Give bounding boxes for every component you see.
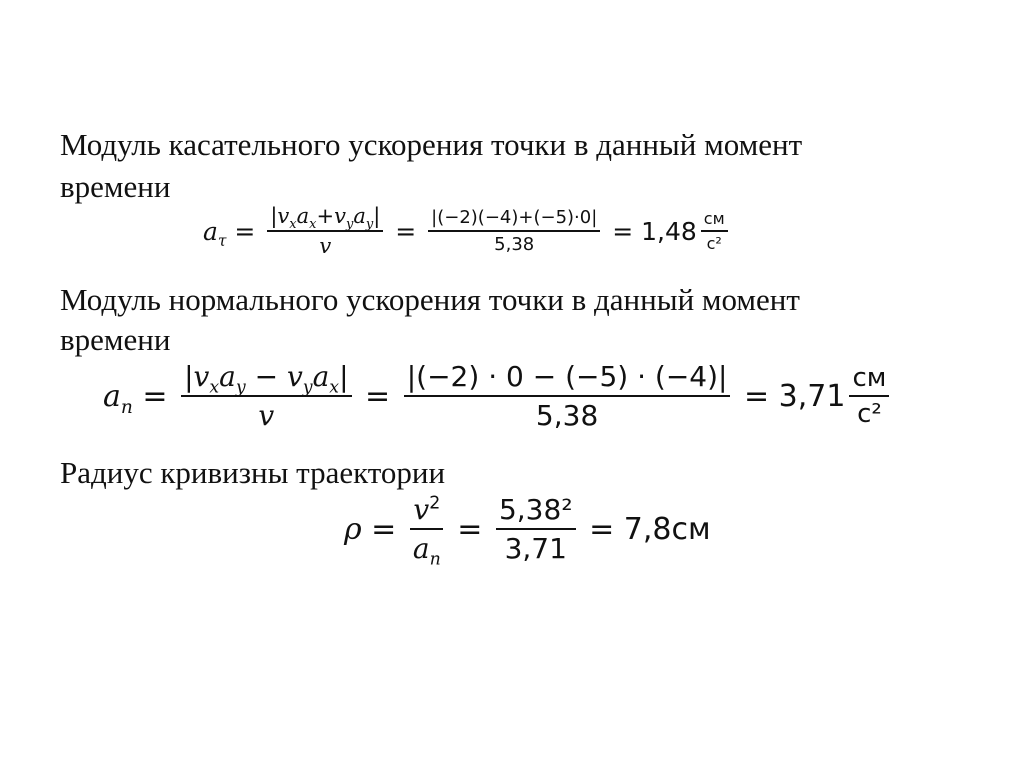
eq3-numerator: 5,38² [496, 493, 576, 530]
eq1-numerator: |(−2)(−4)+(−5)·0| [428, 207, 600, 232]
eq1-denominator: 5,38 [494, 234, 535, 255]
eq2-denominator: 5,38 [535, 399, 599, 432]
curvature-radius-equation: ρ = $\frac{v^2}{a_n}$ = $\frac{\text{5,38²}}{3,71}$ = 7,8см [344, 493, 711, 570]
eq2-symbolic-fraction: $\frac{|v_xa_y - v_ya_x|}{v}$ [181, 360, 351, 432]
eq3-denominator: 3,71 [504, 532, 567, 565]
eq2-unit: $\frac{см}{\text{с²}}$ [849, 363, 889, 429]
normal-heading-line2: времени [60, 322, 171, 357]
tangential-acceleration-equation: $a_\tau$ = $\frac{|v_xa_x+v_ya_y|}{v}$ = $\frac{|(-2)(-4)+(-5)\cdot 0|}{5,38}$ = 1,48 $\frac{см}{\text{с²}}$ [203, 204, 732, 258]
eq3-numeric-fraction [496, 493, 576, 565]
radius-heading: Радиус кривизны траектории [60, 455, 446, 490]
eq1-symbolic-fraction: $\frac{|v_xa_x+v_ya_y|}{v}$ [267, 204, 383, 258]
tangential-heading-line1: Модуль касательного ускорения точки в данный момент [60, 127, 803, 162]
eq2-numeric-fraction [404, 360, 731, 432]
normal-acceleration-equation: $a_n$ = $\frac{|v_xa_y - v_ya_x|}{v}$ = $\frac{|(-2) \cdot 0 - (-5) \cdot (-4)|}{5,38}$ = 3,71 $\frac{см}{\text{с²}}$ [103, 360, 893, 432]
eq3-symbolic-fraction: $\frac{v^2}{a_n}$ [410, 493, 444, 565]
eq2-numerator: |(−2) · 0 − (−5) · (−4)| [404, 360, 731, 397]
eq2-lhs: $a_n$ [103, 378, 133, 418]
normal-heading-line1: Модуль нормального ускорения точки в данный момент [60, 282, 800, 317]
eq1-result: 1,48 [641, 216, 697, 246]
eq2-result: 3,71 [778, 378, 846, 414]
eq1-unit: $\frac{см}{\text{с²}}$ [701, 209, 728, 253]
eq3-result: 7,8см [623, 511, 711, 547]
eq1-numeric-fraction [428, 207, 600, 255]
eq1-lhs: $a_\tau$ [203, 216, 227, 250]
tangential-heading-line2: времени [60, 169, 171, 204]
eq3-lhs: ρ [344, 511, 362, 547]
